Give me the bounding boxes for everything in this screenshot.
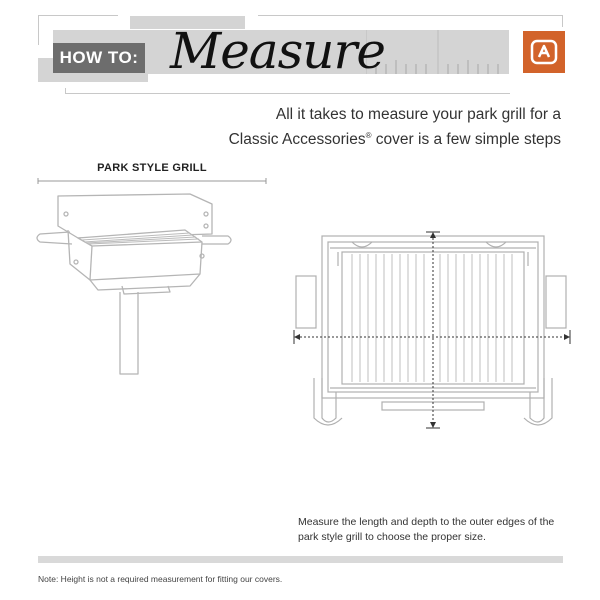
page-title: Measure <box>170 22 385 80</box>
header-decor-line-right <box>258 15 563 16</box>
intro-text <box>161 104 561 150</box>
instruction-caption: Measure the length and depth to the outer edges of the park style grill to choose the proper size. <box>298 516 555 543</box>
how-to-badge: HOW TO: <box>53 43 145 73</box>
classic-accessories-logo-icon <box>523 31 565 73</box>
footer-divider-bar <box>38 556 563 563</box>
header-decor-tick-right <box>562 15 563 27</box>
intro-brand: Classic Accessories <box>228 131 366 149</box>
section-label: PARK STYLE GRILL <box>97 162 207 174</box>
header-decor-tick-bottom <box>65 88 66 94</box>
park-grill-perspective-illustration <box>30 186 250 381</box>
header-decor-line-top <box>38 15 118 16</box>
header-decor-line-bottom <box>65 93 510 94</box>
park-grill-top-view-diagram <box>290 228 575 433</box>
intro-line-2-suffix: cover is a few simple steps <box>371 131 561 149</box>
registered-mark: ® <box>365 131 372 140</box>
section-bracket <box>36 176 268 186</box>
header-decor-tick-left <box>38 15 39 45</box>
intro-line-1: All it takes to measure your park grill for a <box>275 106 561 123</box>
footnote: Note: Height is not a required measurement for fitting our covers. <box>38 574 283 584</box>
intro-line-2 <box>161 125 561 150</box>
ruler-decoration <box>366 30 509 74</box>
logo-glyph-icon <box>529 37 559 67</box>
